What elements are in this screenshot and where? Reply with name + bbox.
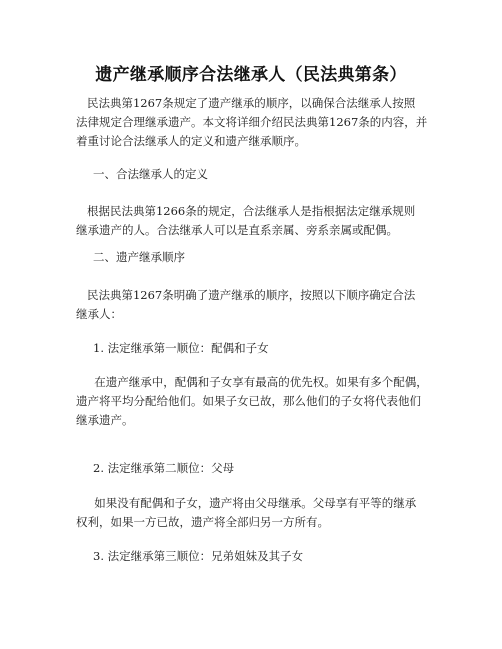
- section-1-body: 根据民法典第1266条的规定，合法继承人是指根据法定继承规则 继承遗产的人。合法继承人可以是直系亲属、旁系亲属或配偶。: [76, 204, 416, 237]
- order-1-heading: 1. 法定继承第一顺位：配偶和子女: [93, 341, 269, 355]
- order-3-heading: 3. 法定继承第三顺位：兄弟姐妹及其子女: [93, 549, 304, 563]
- order-2-body: 如果没有配偶和子女，遗产将由父母继承。父母享有平等的继承 权利，如果一方已故，遗产将全部归另一方所有。: [76, 496, 417, 529]
- order-1-body: 在遗产继承中，配偶和子女享有最高的优先权。如果有多个配偶， 遗产将平均分配给他们。如果子女已故，那么他们的子女将代表他们 继承遗产。: [76, 375, 428, 427]
- intro-paragraph: 民法典第1267条规定了遗产继承的顺序，以确保合法继承人按照 法律规定合理继承遗产。本文将详细介绍民法典第1267条的内容，并 着重讨论合法继承人的定义和遗产继承顺序。: [76, 96, 428, 148]
- section-2-body: 民法典第1267条明确了遗产继承的顺序，按照以下顺序确定合法 继承人：: [76, 288, 416, 321]
- section-2-heading: 二、遗产继承顺序: [93, 250, 185, 264]
- section-1-heading: 一、合法继承人的定义: [93, 167, 208, 181]
- order-2-heading: 2. 法定继承第二顺位：父母: [93, 461, 235, 475]
- document-title: 遗产继承顺序合法继承人（民法典第条）: [95, 65, 407, 85]
